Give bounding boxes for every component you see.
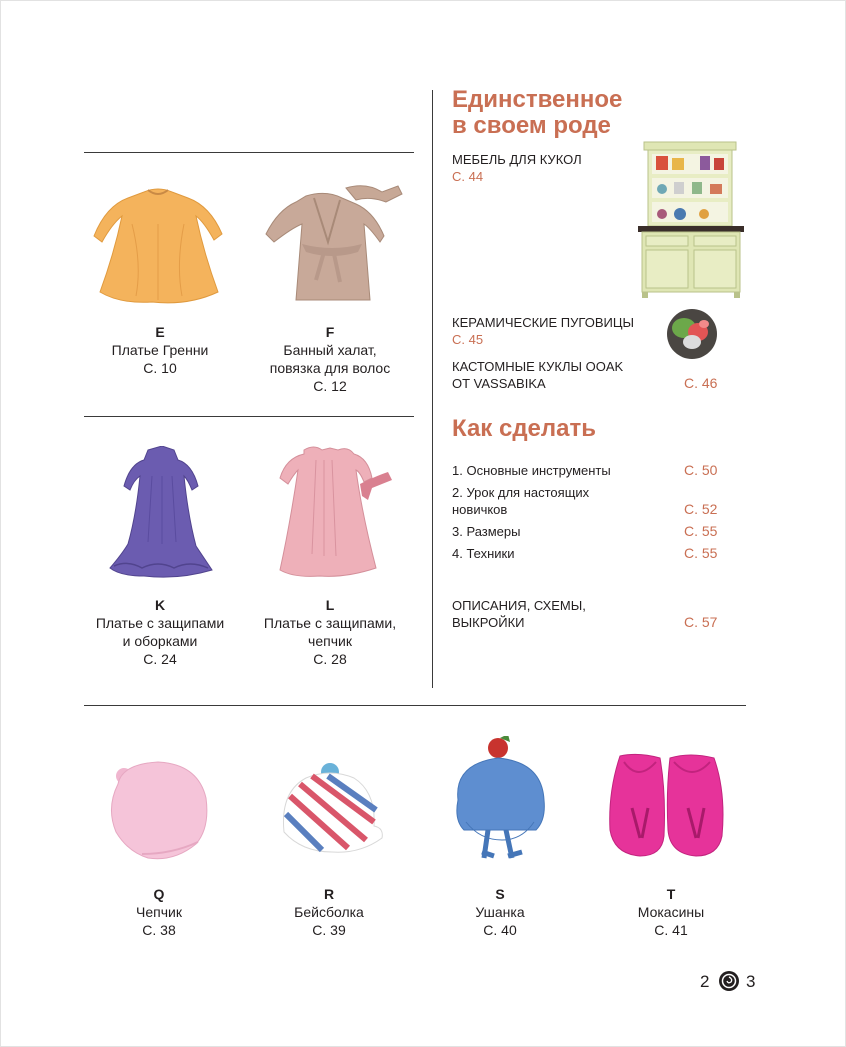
howto-item-lesson-page: С. 52 [684,501,718,517]
item-name: Мокасины [637,904,705,920]
patterns-label-line1: ОПИСАНИЯ, СХЕМЫ, [452,598,586,613]
item-name: Платье Гренни [111,342,209,358]
patterns-entry [452,597,586,631]
item-page: С. 40 [483,922,517,938]
pintuck-dress-pink-image [276,444,396,578]
custom-dolls-label-line1: КАСТОМНЫЕ КУКЛЫ OOAK [452,359,624,374]
ceramic-buttons-page: С. 45 [452,332,484,347]
item-code: S [495,886,505,902]
rule-bottom [84,705,746,706]
item-code: T [666,886,676,902]
page-number-right: 3 [746,972,756,991]
howto-item-sizes [452,523,520,540]
catalog-item-f [250,323,410,395]
unique-heading [452,87,622,139]
catalog-item-q [84,885,234,939]
item-name: Чепчик [136,904,182,920]
item-code: F [325,324,335,340]
item-name: Платье с защипами и оборками [95,615,225,649]
bathrobe-image [262,182,404,306]
granny-dress-image [92,184,224,306]
doll-furniture-image [638,140,744,298]
rule-top-left [84,152,414,153]
howto-item-tools [452,462,611,479]
custom-dolls-page: С. 46 [684,375,718,391]
howto-item-label: 3. Размеры [452,524,521,539]
howto-item-techniques [452,545,515,562]
catalog-item-r [254,885,404,939]
furniture-page: С. 44 [452,169,484,184]
item-page: С. 10 [143,360,177,376]
item-code: R [323,886,335,902]
furniture-entry [452,151,632,185]
item-code: E [155,324,165,340]
howto-item-label-line1: 2. Урок для настоящих [452,485,590,500]
unique-heading-line1: Единственное [452,86,623,113]
item-page: С. 41 [654,922,688,938]
item-code: Q [153,886,165,902]
custom-dolls-entry [452,358,652,392]
ceramic-buttons-label: КЕРАМИЧЕСКИЕ ПУГОВИЦЫ [452,315,634,330]
item-page: С. 39 [312,922,346,938]
unique-heading-line2: в своем роде [452,112,611,139]
howto-item-label: 1. Основные инструменты [452,463,611,478]
baseball-cap-image [278,762,386,860]
item-name: Платье с защипами, чепчик [263,615,397,649]
howto-heading: Как сделать [452,415,596,442]
howto-item-sizes-page: С. 55 [684,523,718,539]
ceramic-buttons-entry [452,314,652,348]
ceramic-button-image [664,306,720,362]
howto-item-label: 4. Техники [452,546,515,561]
item-page: С. 28 [313,651,347,667]
howto-item-techniques-page: С. 55 [684,545,718,561]
catalog-item-e [84,323,236,377]
ruffle-dress-purple-image [108,446,216,580]
book-emblem-icon [718,970,740,992]
rule-mid-left [84,416,414,417]
catalog-item-k [84,596,236,668]
howto-item-tools-page: С. 50 [684,462,718,478]
item-page: С. 12 [313,378,347,394]
patterns-page: С. 57 [684,614,718,630]
item-code: L [325,597,335,613]
catalog-item-s [425,885,575,939]
howto-item-label-line2: новичков [452,502,508,517]
patterns-label-line2: ВЫКРОЙКИ [452,615,525,630]
catalog-item-t [596,885,746,939]
page-number-left: 2 [700,972,710,991]
item-page: С. 24 [143,651,177,667]
rule-vertical [432,90,433,688]
moccasins-image [608,752,726,860]
custom-dolls-label-line2: ОТ VASSABIKA [452,376,546,391]
item-name: Банный халат, повязка для волос [269,342,391,376]
item-name: Ушанка [475,904,525,920]
item-page: С. 38 [142,922,176,938]
item-code: K [154,597,166,613]
bonnet-image [102,758,214,864]
catalog-item-l [250,596,410,668]
howto-item-lesson [452,484,589,518]
item-name: Бейсболка [294,904,364,920]
furniture-label: МЕБЕЛЬ ДЛЯ КУКОЛ [452,152,582,167]
earflap-hat-image [448,736,554,866]
